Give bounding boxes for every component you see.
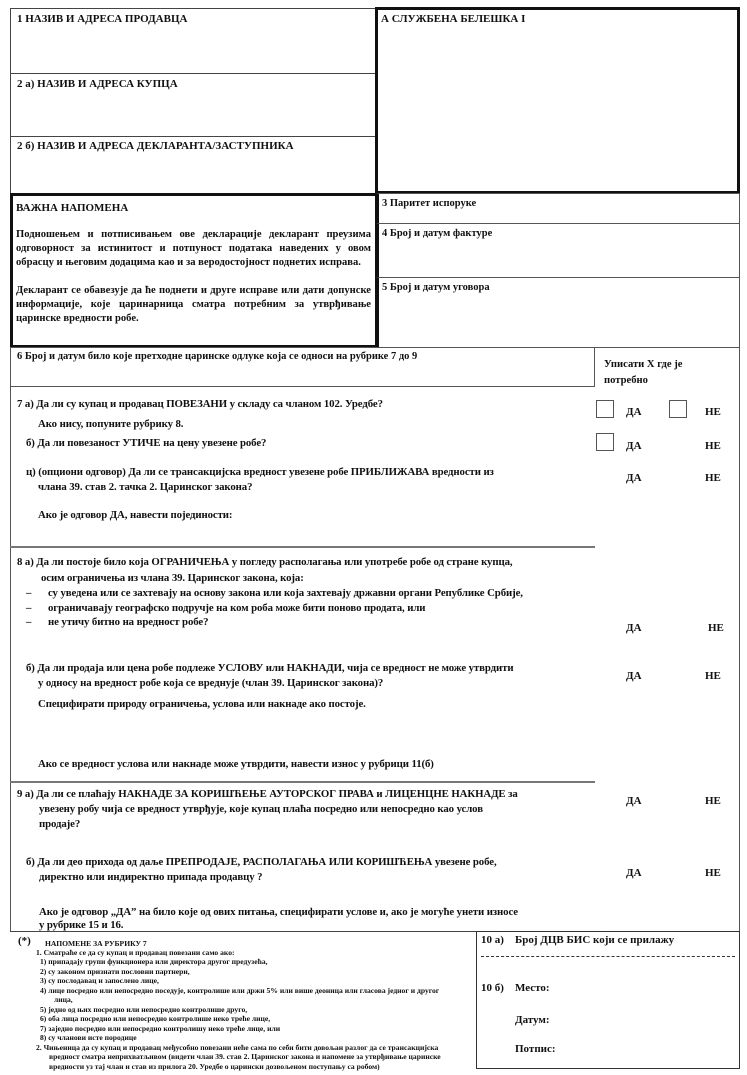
q9b-no-label: НЕ [705, 867, 721, 879]
right-border [739, 347, 740, 931]
q8a-no-label: НЕ [708, 622, 724, 634]
invoice-label: 4 Број и датум фактуре [382, 228, 493, 239]
seller-label: 1 НАЗИВ И АДРЕСА ПРОДАВЦА [17, 13, 188, 25]
buyer-box[interactable] [10, 73, 378, 137]
notes-item-10: 8) су чланови исте породице [40, 1033, 137, 1042]
place-label: Место: [515, 982, 550, 994]
q7b-no-label: НЕ [705, 440, 721, 452]
q7c-text-line-1: ц) (опциони одговор) Да ли се трансакцијска вредност увезене робе ПРИБЛИЖАВА вредности из [26, 466, 494, 478]
q9b-text-line-1: б) Да ли део прихода од даље ПРЕПРОДАЈЕ, РАСПОЛАГАЊА ИЛИ КОРИШЋЕЊА увезене робе, [26, 856, 497, 868]
q9a-text-line-2: увезену робу чија се вредност утврђује, које купац плаћа посредно или непосредно као услов [39, 803, 483, 815]
q7-bottom-divider [10, 546, 595, 548]
q8b-specify-field[interactable] [38, 714, 588, 752]
q7a-no-checkbox[interactable] [669, 400, 687, 418]
notes-item-13: вредности уз тај члан и став из прилога 20. Уредбе о царински дозвољеном поступању са робом) [49, 1062, 380, 1071]
contract-label: 5 Број и датум уговора [382, 282, 490, 293]
mark-x-line-1: Уписати X где је [604, 359, 683, 370]
q7b-text: б) Да ли повезаност УТИЧЕ на цену увезене робе? [26, 437, 267, 449]
seller-box[interactable] [10, 8, 378, 74]
important-note-title: ВАЖНА НАПОМЕНА [16, 202, 129, 214]
notes-item-6: лица, [54, 995, 73, 1004]
q9-note-line-1: Ако је одговор „ДА” на било које од ових питања, специфирати услове и, ако је могуће унети износе [39, 906, 518, 918]
date-label: Датум: [515, 1014, 550, 1026]
q8a-bullet-3: – не утичу битно на вредност робе? [26, 616, 209, 628]
q7c-details-field[interactable] [38, 524, 588, 544]
q7b-yes-label: ДА [626, 440, 642, 452]
q7a-text: 7 а) Да ли су купац и продавац ПОВЕЗАНИ у складу са чланом 102. Уредбе? [17, 398, 383, 410]
important-note-paragraph-2: Декларант се обавезује да ће поднети и друге исправе или дати допунске информације, које царинарница сматра потребним за утврђивање царинске вредности робе. [16, 285, 371, 324]
box-10 [476, 931, 740, 1069]
official-note-box[interactable] [375, 7, 740, 194]
previous-decision-box[interactable] [10, 347, 595, 387]
important-note-paragraph-1: Подношењем и потписивањем ове декларације декларант преузима одговорност за истинитост и потпуност података наведених у овом обрасцу и његовим додацима као и за веродостојност поднетих исправа. [16, 229, 371, 268]
notes-item-12: вредност сматра неприхватљивом (видети члан 39. став 2. Царинског закона и напомене за утврђивање царинске [49, 1052, 441, 1061]
notes-item-11: 2. Чињеница да су купац и продавац међусобно повезани неће сама по себи бити довољан разлог да се трансакцијска [36, 1043, 439, 1052]
place-field[interactable] [557, 980, 727, 996]
box10b-number: 10 б) [481, 982, 504, 994]
notes-marker: (*) [18, 935, 31, 947]
previous-decision-label: 6 Број и датум било које претходне царинске одлуке која се односи на рубрике 7 до 9 [17, 351, 418, 362]
q8a-text-line-2: осим ограничења из члана 39. Царинског закона, која: [41, 572, 304, 584]
mark-x-line-2: потребно [604, 375, 648, 386]
q8a-text-line-1: 8 а) Да ли постоје било која ОГРАНИЧЕЊА у погледу располагања или употребе робе од стране купца, [17, 556, 513, 568]
notes-item-2: 1) припадају групи функционера или директора другог предузећа, [40, 957, 268, 966]
q8b-no-label: НЕ [705, 670, 721, 682]
signature-label: Потпис: [515, 1043, 556, 1055]
q9b-yes-label: ДА [626, 867, 642, 879]
q9a-text-line-1: 9 а) Да ли се плаћају НАКНАДЕ ЗА КОРИШЋЕЊЕ АУТОРСКОГ ПРАВА и ЛИЦЕНЦНЕ НАКНАДЕ за [17, 788, 518, 800]
q7c-no-label: НЕ [705, 472, 721, 484]
delivery-terms-box[interactable] [376, 193, 740, 224]
notes-item-1: 1. Сматраће се да су купац и продавац повезани само ако: [36, 948, 235, 957]
bullet-dash: – [26, 602, 32, 614]
signature-field[interactable] [562, 1040, 727, 1060]
q8b-text-line-1: б) Да ли продаја или цена робе подлеже УСЛОВУ или НАКНАДИ, чија се вредност не може утврдити [26, 662, 514, 674]
invoice-box[interactable] [376, 223, 740, 278]
q7a-note: Ако нису, попуните рубрику 8. [38, 418, 184, 430]
bullet-dash: – [26, 587, 32, 599]
notes-item-9: 7) заједно посредно или непосредно контролишу неко треће лице, или [40, 1024, 281, 1033]
q8b-note-2: Ако се вредност услова или накнаде може утврдити, навести износ у рубрици 11(б) [38, 758, 434, 770]
q7c-text-line-2: члана 39. став 2. тачка 2. Царинског закона? [38, 481, 253, 493]
bullet-dash: – [26, 616, 32, 628]
q8b-yes-label: ДА [626, 670, 642, 682]
date-field[interactable] [557, 1012, 727, 1028]
q7a-yes-checkbox[interactable] [596, 400, 614, 418]
important-note-box [10, 193, 378, 348]
q8a-bullet-1: – су уведена или се захтевају на основу закона или која захтевају државни органи Републике Србије, [26, 587, 523, 599]
box10a-count-field[interactable] [481, 956, 735, 958]
delivery-terms-label: 3 Паритет испоруке [382, 198, 477, 209]
buyer-label: 2 а) НАЗИВ И АДРЕСА КУПЦА [17, 78, 178, 90]
q8b-text-line-2: у односу на вредност робе која се вреднује (члан 39. Царинског закона)? [38, 677, 384, 689]
q7c-yes-label: ДА [626, 472, 642, 484]
q8a-yes-label: ДА [626, 622, 642, 634]
q6-bottom-border [10, 386, 595, 387]
q9a-yes-label: ДА [626, 795, 642, 807]
official-note-label: А СЛУЖБЕНА БЕЛЕШКА I [381, 13, 526, 25]
declarant-box[interactable] [10, 136, 378, 194]
q7a-no-label: НЕ [705, 406, 721, 418]
box10a-number: 10 а) [481, 934, 504, 946]
notes-title: НАПОМЕНЕ ЗА РУБРИКУ 7 [45, 939, 147, 948]
q7a-yes-label: ДА [626, 406, 642, 418]
notes-item-4: 3) су послодавац и запослено лице, [40, 976, 159, 985]
q9-note-line-2: у рубрике 15 и 16. [39, 919, 124, 931]
q9a-text-line-3: продаје? [39, 818, 81, 830]
q7b-yes-checkbox[interactable] [596, 433, 614, 451]
box10a-label: Број ДЦВ БИС који се прилажу [515, 934, 675, 946]
notes-item-5: 4) лице посредно или непосредно поседује, контролише или држи 5% или више деоница или гласова једног и другог [40, 986, 440, 995]
notes-item-7: 5) једно од њих посредно или непосредно контролише друго, [40, 1005, 248, 1014]
notes-item-3: 2) су законом признати пословни партнери, [40, 967, 190, 976]
left-border [10, 386, 11, 931]
contract-box[interactable] [376, 277, 740, 348]
q9b-text-line-2: директно или индиректно припада продавцу ? [39, 871, 263, 883]
declarant-label: 2 б) НАЗИВ И АДРЕСА ДЕКЛАРАНТА/ЗАСТУПНИКА [17, 140, 294, 152]
q8-bottom-divider [10, 781, 595, 783]
q7c-note: Ако је одговор ДА, навести појединости: [38, 509, 233, 521]
notes-item-8: 6) оба лица посредно или непосредно контролише неко треће лице, [40, 1014, 271, 1023]
mark-x-instruction [604, 357, 682, 389]
q8b-note: Специфирати природу ограничења, услова или накнаде ако постоје. [38, 698, 366, 710]
q8a-bullet-2: – ограничавају географско подручје на ком роба може бити поново продата, или [26, 602, 426, 614]
q9a-no-label: НЕ [705, 795, 721, 807]
